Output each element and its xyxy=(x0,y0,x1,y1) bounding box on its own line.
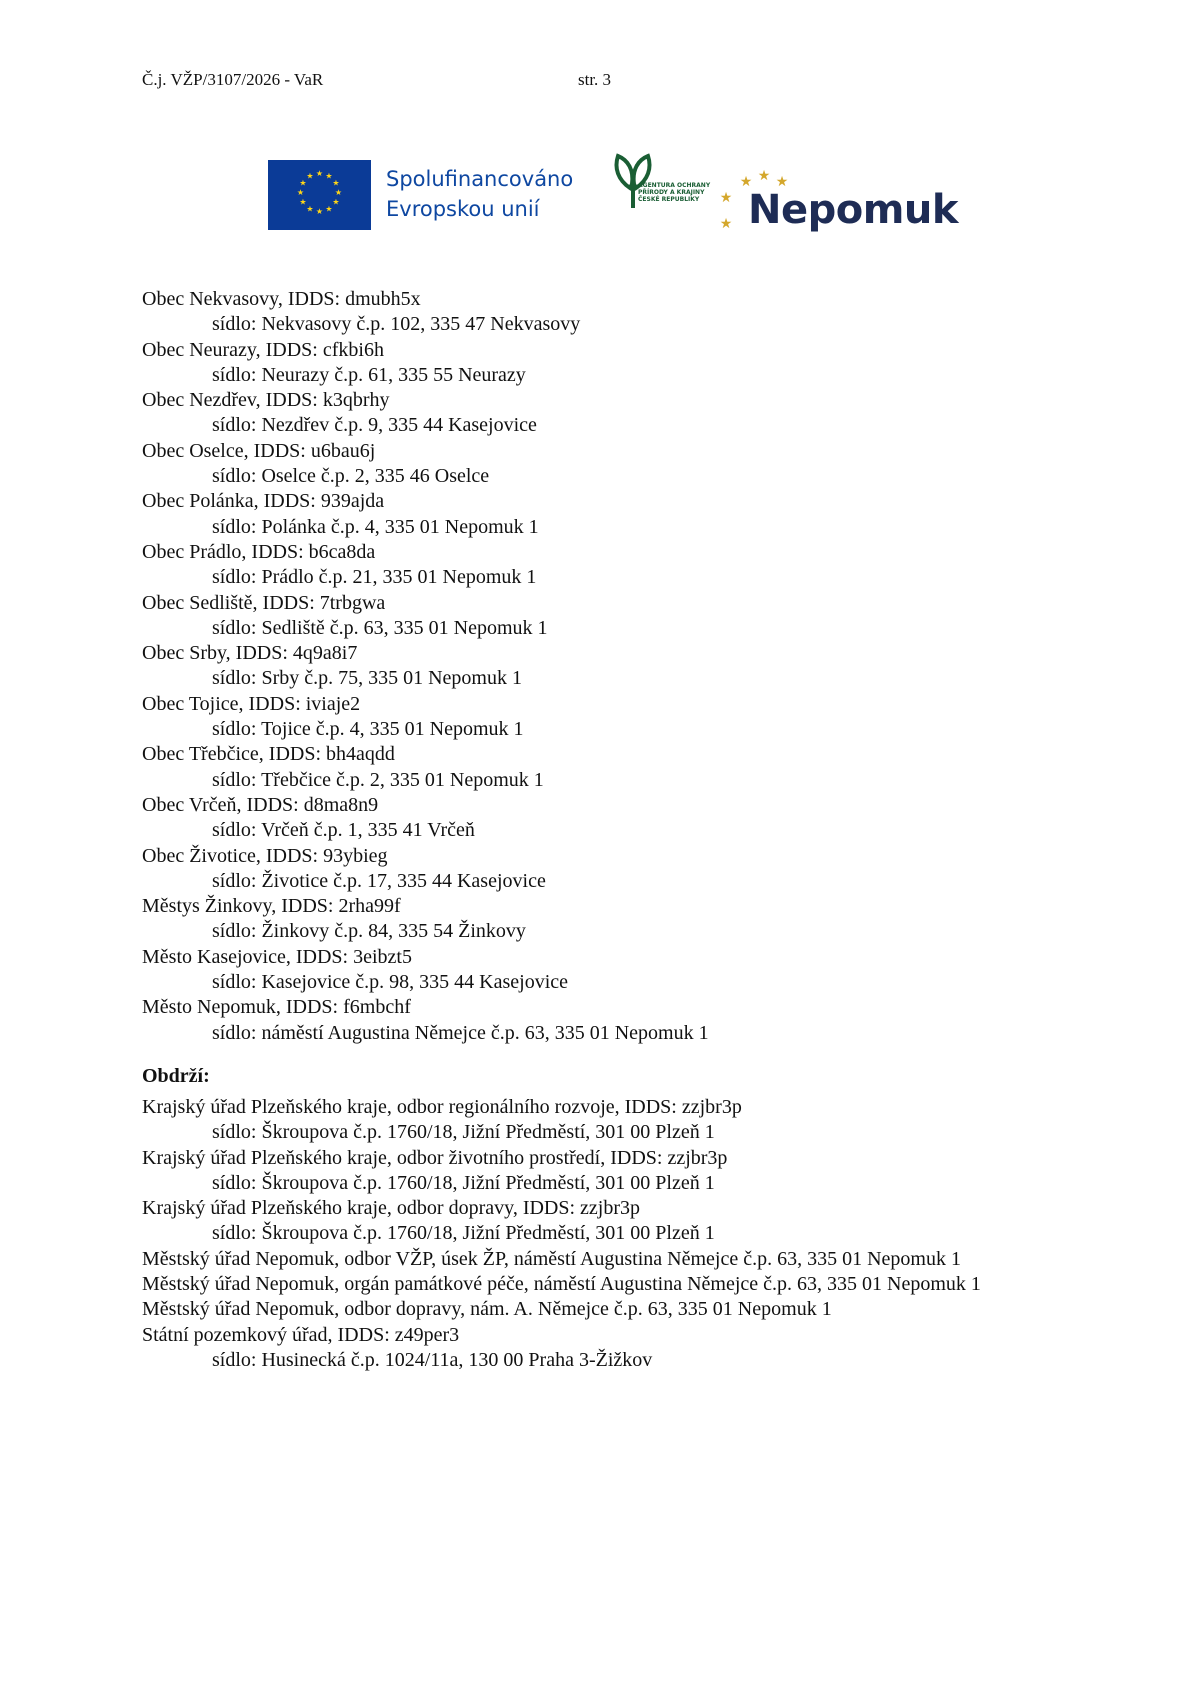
eu-flag-icon xyxy=(268,160,371,230)
recipient-name: Krajský úřad Plzeňského kraje, odbor životního prostředí, IDDS: zzjbr3p xyxy=(142,1146,728,1169)
svg-text:★: ★ xyxy=(325,204,333,214)
svg-text:★: ★ xyxy=(757,168,771,184)
recipient-name: Obec Nezdřev, IDDS: k3qbrhy xyxy=(142,389,390,412)
svg-text:★: ★ xyxy=(325,171,333,181)
recipient-seat: sídlo: Neurazy č.p. 61, 335 55 Neurazy xyxy=(212,363,526,386)
logo-bar xyxy=(266,150,966,240)
aopk-logo xyxy=(608,150,711,220)
recipient-name: Obec Třebčice, IDDS: bh4aqdd xyxy=(142,743,395,766)
recipient-name: Městský úřad Nepomuk, odbor dopravy, nám. A. Němejce č.p. 63, 335 01 Nepomuk 1 xyxy=(142,1298,832,1321)
recipient-seat: sídlo: Vrčeň č.p. 1, 335 41 Vrčeň xyxy=(212,819,475,842)
recipient-name: Město Nepomuk, IDDS: f6mbchf xyxy=(142,996,411,1019)
recipient-name: Krajský úřad Plzeňského kraje, odbor dopravy, IDDS: zzjbr3p xyxy=(142,1197,641,1220)
svg-text:★: ★ xyxy=(332,178,340,188)
recipient-name: Obec Prádlo, IDDS: b6ca8da xyxy=(142,540,376,563)
svg-text:★: ★ xyxy=(719,190,733,206)
recipient-name: Obec Vrčeň, IDDS: d8ma8n9 xyxy=(142,793,379,816)
svg-text:★: ★ xyxy=(306,204,314,214)
svg-text:★: ★ xyxy=(315,207,324,216)
recipient-name: Státní pozemkový úřad, IDDS: z49per3 xyxy=(142,1323,460,1346)
svg-text:★: ★ xyxy=(299,178,307,188)
recipient-name: Obec Polánka, IDDS: 939ajda xyxy=(142,490,385,513)
recipient-name: Město Kasejovice, IDDS: 3eibzt5 xyxy=(142,945,412,968)
recipient-seat: sídlo: náměstí Augustina Němejce č.p. 63, 335 01 Nepomuk 1 xyxy=(212,1021,709,1044)
eu-cofinancing-text: Spolufinancováno Evropskou unií xyxy=(386,167,574,221)
recipient-seat: sídlo: Oselce č.p. 2, 335 46 Oselce xyxy=(212,465,490,488)
recipient-name: Obec Srby, IDDS: 4q9a8i7 xyxy=(142,642,358,665)
recipient-name: Obec Nekvasovy, IDDS: dmubh5x xyxy=(142,288,421,310)
recipient-seat: sídlo: Škroupova č.p. 1760/18, Jižní Předměstí, 301 00 Plzeň 1 xyxy=(212,1121,715,1144)
svg-text:★: ★ xyxy=(332,197,340,207)
recipient-name: Obec Oselce, IDDS: u6bau6j xyxy=(142,439,376,462)
svg-text:★: ★ xyxy=(315,169,324,178)
nepomuk-logo xyxy=(718,166,958,236)
svg-text:★: ★ xyxy=(739,174,753,190)
recipient-name: Obec Životice, IDDS: 93ybieg xyxy=(142,844,388,867)
recipient-seat: sídlo: Kasejovice č.p. 98, 335 44 Kasejovice xyxy=(212,971,569,994)
recipient-seat: sídlo: Sedliště č.p. 63, 335 01 Nepomuk 1 xyxy=(212,616,548,639)
svg-text:★: ★ xyxy=(299,197,307,207)
document-reference: Č.j. VŽP/3107/2026 - VaR xyxy=(142,70,324,89)
recipient-seat: sídlo: Prádlo č.p. 21, 335 01 Nepomuk 1 xyxy=(212,566,537,589)
recipient-list xyxy=(142,287,1152,1373)
recipient-name: Obec Tojice, IDDS: iviaje2 xyxy=(142,692,361,715)
recipient-name: Krajský úřad Plzeňského kraje, odbor regionálního rozvoje, IDDS: zzjbr3p xyxy=(142,1095,742,1118)
recipient-name: Městský úřad Nepomuk, orgán památkové péče, náměstí Augustina Němejce č.p. 63, 335 01 Nepomuk 1 xyxy=(142,1272,981,1295)
recipient-name: Městys Žinkovy, IDDS: 2rha99f xyxy=(142,895,401,918)
recipient-seat: sídlo: Třebčice č.p. 2, 335 01 Nepomuk 1 xyxy=(212,768,544,791)
recipient-seat: sídlo: Žinkovy č.p. 84, 335 54 Žinkovy xyxy=(212,920,526,943)
recipient-seat: sídlo: Husinecká č.p. 1024/11a, 130 00 Praha 3-Žižkov xyxy=(212,1348,653,1371)
receives-list xyxy=(142,1095,1152,1373)
recipient-seat: sídlo: Nekvasovy č.p. 102, 335 47 Nekvasovy xyxy=(212,313,581,336)
svg-text:★: ★ xyxy=(296,188,305,197)
svg-text:★: ★ xyxy=(775,174,789,190)
recipient-name: Městský úřad Nepomuk, odbor VŽP, úsek ŽP, náměstí Augustina Němejce č.p. 63, 335 01 Nepomuk 1 xyxy=(142,1247,961,1270)
svg-text:★: ★ xyxy=(306,171,314,181)
recipient-seat: sídlo: Škroupova č.p. 1760/18, Jižní Předměstí, 301 00 Plzeň 1 xyxy=(212,1171,715,1194)
section-heading-receives: Obdrží: xyxy=(142,1064,210,1087)
recipient-seat: sídlo: Tojice č.p. 4, 335 01 Nepomuk 1 xyxy=(212,718,524,741)
svg-text:★: ★ xyxy=(719,216,733,232)
nepomuk-wordmark: Nepomuk xyxy=(748,187,958,233)
recipient-name: Obec Sedliště, IDDS: 7trbgwa xyxy=(142,591,386,614)
recipient-seat: sídlo: Srby č.p. 75, 335 01 Nepomuk 1 xyxy=(212,667,522,690)
page-number: str. 3 xyxy=(578,70,612,89)
aopk-text: AGENTURA OCHRANY PŘÍRODY A KRAJINY ČESKÉ REPUBLIKY xyxy=(638,182,711,203)
recipient-seat: sídlo: Nezdřev č.p. 9, 335 44 Kasejovice xyxy=(212,414,537,437)
recipient-seat: sídlo: Škroupova č.p. 1760/18, Jižní Předměstí, 301 00 Plzeň 1 xyxy=(212,1222,715,1245)
svg-text:★: ★ xyxy=(334,188,343,197)
recipient-name: Obec Neurazy, IDDS: cfkbi6h xyxy=(142,338,384,361)
recipient-seat: sídlo: Polánka č.p. 4, 335 01 Nepomuk 1 xyxy=(212,515,539,538)
recipient-seat: sídlo: Životice č.p. 17, 335 44 Kasejovice xyxy=(212,869,546,892)
recipients xyxy=(142,287,1152,1046)
